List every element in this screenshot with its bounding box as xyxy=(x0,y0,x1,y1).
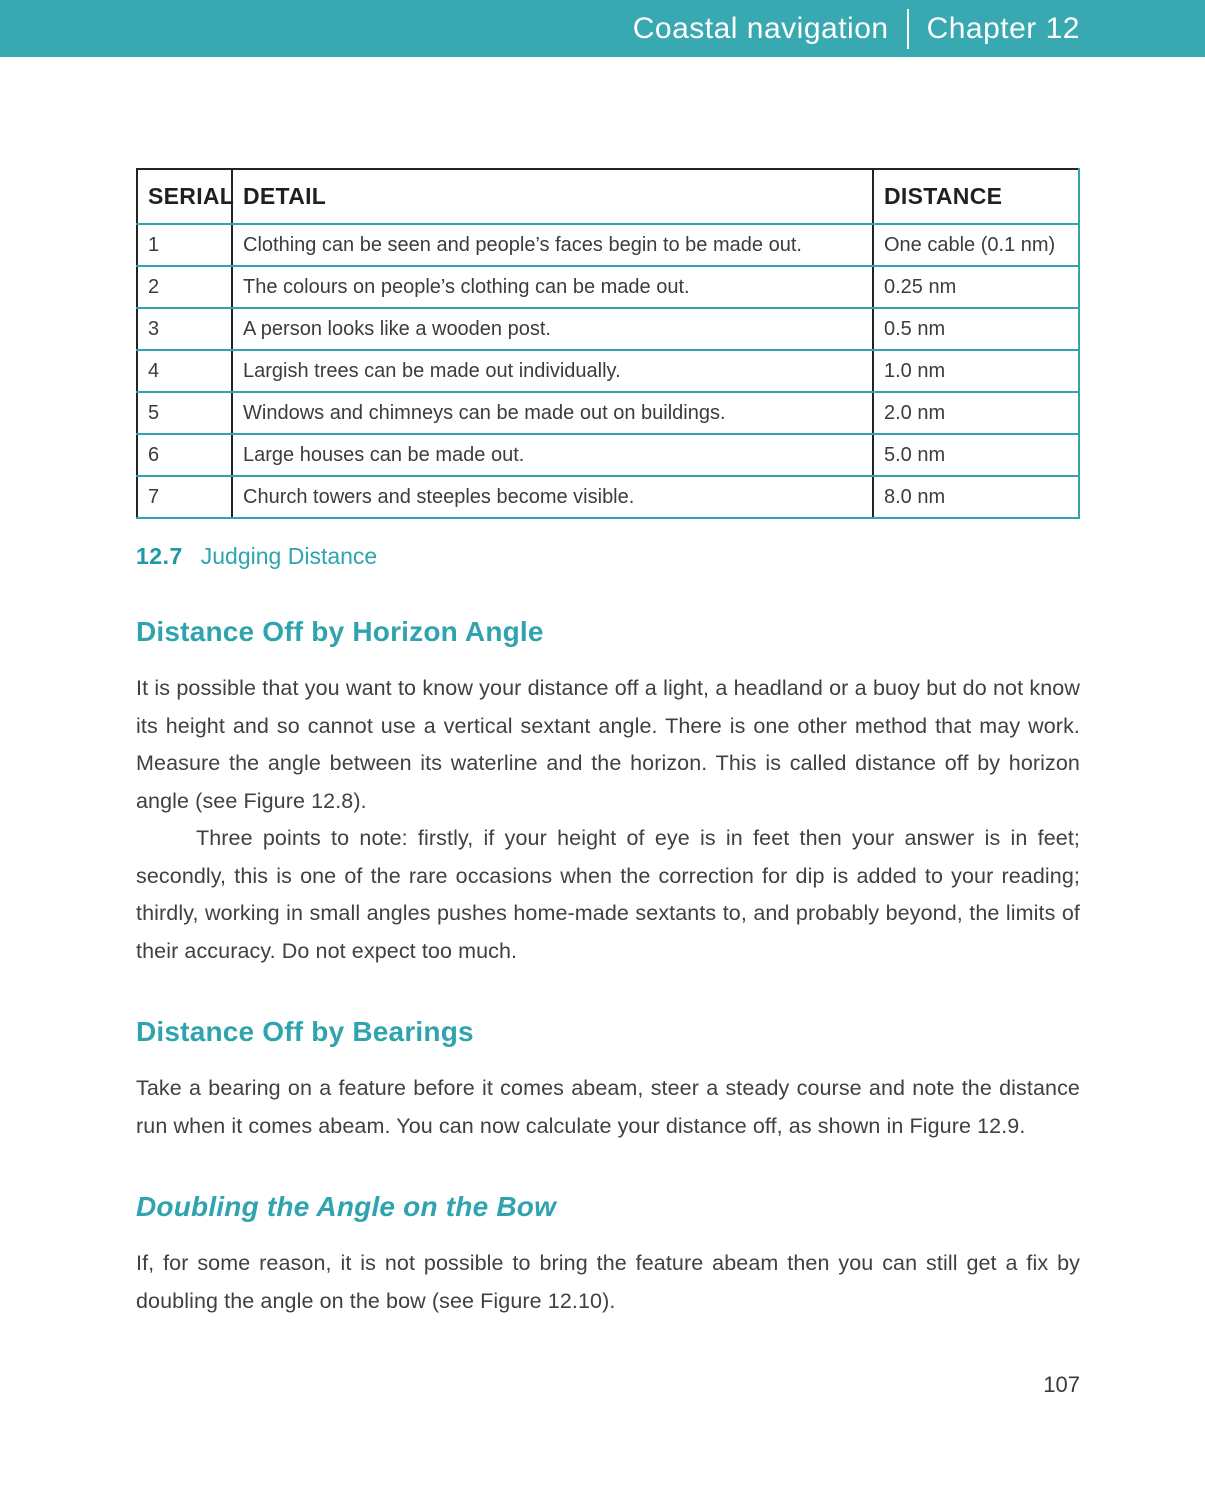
cell-serial: 5 xyxy=(137,392,232,434)
cell-detail: The colours on people’s clothing can be made out. xyxy=(232,266,873,308)
cell-serial: 6 xyxy=(137,434,232,476)
cell-distance: 1.0 nm xyxy=(873,350,1079,392)
chapter-header-bar xyxy=(0,0,1205,57)
page-content xyxy=(136,168,1080,1320)
table-caption-number: 12.7 xyxy=(136,543,183,569)
cell-serial: 3 xyxy=(137,308,232,350)
paragraph: Three points to note: firstly, if your height of eye is in feet then your answer is in feet; secondly, this is one of the rare occasions when the correction for dip is added to your reading; thirdly, working in small angles pushes home-made sextants to, and probably beyond, the limits of their accuracy. Do not expect too much. xyxy=(136,826,1080,963)
cell-detail: Clothing can be seen and people’s faces begin to be made out. xyxy=(232,224,873,266)
table-row xyxy=(137,350,1079,392)
table-caption xyxy=(136,543,1080,570)
cell-detail: Windows and chimneys can be made out on buildings. xyxy=(232,392,873,434)
cell-serial: 4 xyxy=(137,350,232,392)
col-header-detail: DETAIL xyxy=(232,169,873,224)
cell-distance: One cable (0.1 nm) xyxy=(873,224,1079,266)
paragraph: Take a bearing on a feature before it comes abeam, steer a steady course and note the distance run when it comes abeam. You can now calculate your distance off, as shown in Figure 12.9. xyxy=(136,1076,1080,1138)
cell-serial: 1 xyxy=(137,224,232,266)
judging-distance-table xyxy=(136,168,1080,519)
table-row xyxy=(137,434,1079,476)
page-number: 107 xyxy=(1043,1372,1080,1397)
table-header-row xyxy=(137,169,1079,224)
chapter-header-title: Coastal navigation xyxy=(632,11,889,45)
table-row xyxy=(137,224,1079,266)
cell-distance: 0.25 nm xyxy=(873,266,1079,308)
cell-distance: 5.0 nm xyxy=(873,434,1079,476)
table-row xyxy=(137,308,1079,350)
section-heading-doubling-angle: Doubling the Angle on the Bow xyxy=(136,1191,557,1222)
table-row xyxy=(137,266,1079,308)
paragraph: If, for some reason, it is not possible to bring the feature abeam then you can still get a fix by doubling the angle on the bow (see Figure 12.10). xyxy=(136,1251,1080,1313)
cell-detail: Largish trees can be made out individually. xyxy=(232,350,873,392)
section-heading-bearings: Distance Off by Bearings xyxy=(136,1016,474,1047)
cell-serial: 7 xyxy=(137,476,232,518)
chapter-header-number: Chapter 12 xyxy=(926,11,1080,45)
table-caption-text: Judging Distance xyxy=(200,543,378,569)
col-header-distance: DISTANCE xyxy=(873,169,1079,224)
paragraph: It is possible that you want to know your distance off a light, a headland or a buoy but do not know its height and so cannot use a vertical sextant angle. There is one other method that may work. Measure the angle between its waterline and the horizon. This is called distance off by horizon angle (see Figure 12.8). xyxy=(136,676,1080,813)
cell-serial: 2 xyxy=(137,266,232,308)
cell-distance: 0.5 nm xyxy=(873,308,1079,350)
col-header-serial: SERIAL xyxy=(137,169,232,224)
cell-detail: Large houses can be made out. xyxy=(232,434,873,476)
header-divider xyxy=(907,9,909,49)
table-row xyxy=(137,476,1079,518)
cell-detail: A person looks like a wooden post. xyxy=(232,308,873,350)
cell-distance: 8.0 nm xyxy=(873,476,1079,518)
cell-detail: Church towers and steeples become visible. xyxy=(232,476,873,518)
cell-distance: 2.0 nm xyxy=(873,392,1079,434)
section-heading-horizon-angle: Distance Off by Horizon Angle xyxy=(136,616,544,647)
table-row xyxy=(137,392,1079,434)
